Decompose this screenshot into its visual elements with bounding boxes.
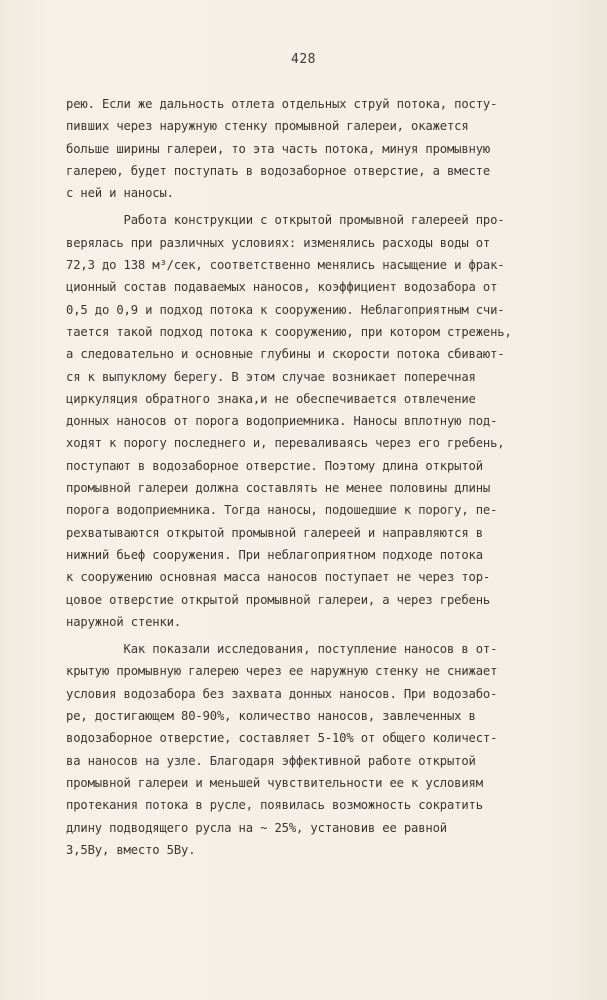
text-line: ва наносов на узле. Благодаря эффективной работе открытой <box>66 753 476 768</box>
text-line: верялась при различных условиях: изменялись расходы воды от <box>66 235 491 250</box>
text-line: промывной галереи и меньшей чувствительности ее к условиям <box>66 775 483 790</box>
text-line: ционный состав подаваемых наносов, коэффициент водозабора от <box>66 280 498 295</box>
text-line: пивших через наружную стенку промывной галереи, окажется <box>66 119 469 134</box>
text-line: крытую промывную галерею через ее наружную стенку не снижает <box>66 664 498 679</box>
paragraph-3 <box>66 638 586 861</box>
text-line: ходят к порогу последнего и, переваливаясь через его гребень, <box>66 436 505 451</box>
text-line: нижний бьеф сооружения. При неблагоприятном подходе потока <box>66 547 483 562</box>
text-line: с ней и наносы. <box>66 186 174 201</box>
text-line: ре, достигающем 80-90%, количество наносов, завлеченных в <box>66 709 476 724</box>
text-line: рехватываются открытой промывной галереей и направляются в <box>66 525 483 540</box>
text-line: донных наносов от порога водоприемника. Наносы вплотную под- <box>66 414 498 429</box>
text-line: 72,3 до 138 м³/сек, соответственно менялись насыщение и фрак- <box>66 258 505 273</box>
body-text <box>66 93 586 861</box>
text-line: Как показали исследования, поступление наносов в от- <box>66 642 498 657</box>
text-line: водозаборное отверстие, составляет 5-10% от общего количест- <box>66 731 498 746</box>
text-line: промывной галереи должна составлять не менее половины длины <box>66 481 491 496</box>
text-line: длину подводящего русла на ~ 25%, установив ее равной <box>66 820 447 835</box>
text-line: рею. Если же дальность отлета отдельных струй потока, посту- <box>66 97 498 111</box>
text-line: ся к выпуклому берегу. В этом случае возникает поперечная <box>66 369 476 384</box>
text-line: порога водоприемника. Тогда наносы, подошедшие к порогу, пе- <box>66 503 498 518</box>
text-line: тается такой подход потока к сооружению, при котором стрежень, <box>66 324 512 339</box>
text-line: цовое отверстие открытой промывной галереи, а через гребень <box>66 592 491 607</box>
text-line: галерею, будет поступать в водозаборное отверстие, а вместе <box>66 163 491 178</box>
text-line: условия водозабора без захвата донных наносов. При водозабо- <box>66 686 498 701</box>
page-number: 428 <box>291 52 316 67</box>
text-line: Работа конструкции с открытой промывной галереей про- <box>66 213 505 228</box>
paragraph-2 <box>66 209 586 633</box>
text-line: 0,5 до 0,9 и подход потока к сооружению. Неблагоприятным счи- <box>66 302 505 317</box>
text-line: наружной стенки. <box>66 614 181 629</box>
text-line: поступают в водозаборное отверстие. Поэтому длина открытой <box>66 458 483 473</box>
text-line: 3,5Bу, вместо 5Bу. <box>66 842 196 857</box>
text-line: циркуляция обратного знака,и не обеспечивается отвлечение <box>66 391 476 406</box>
text-line: протекания потока в русле, появилась возможность сократить <box>66 798 483 813</box>
paragraph-1 <box>66 93 586 204</box>
text-line: больше ширины галереи, то эта часть потока, минуя промывную <box>66 141 491 156</box>
text-line: а следовательно и основные глубины и скорости потока сбивают- <box>66 347 505 362</box>
text-line: к сооружению основная масса наносов поступает не через тор- <box>66 570 491 585</box>
